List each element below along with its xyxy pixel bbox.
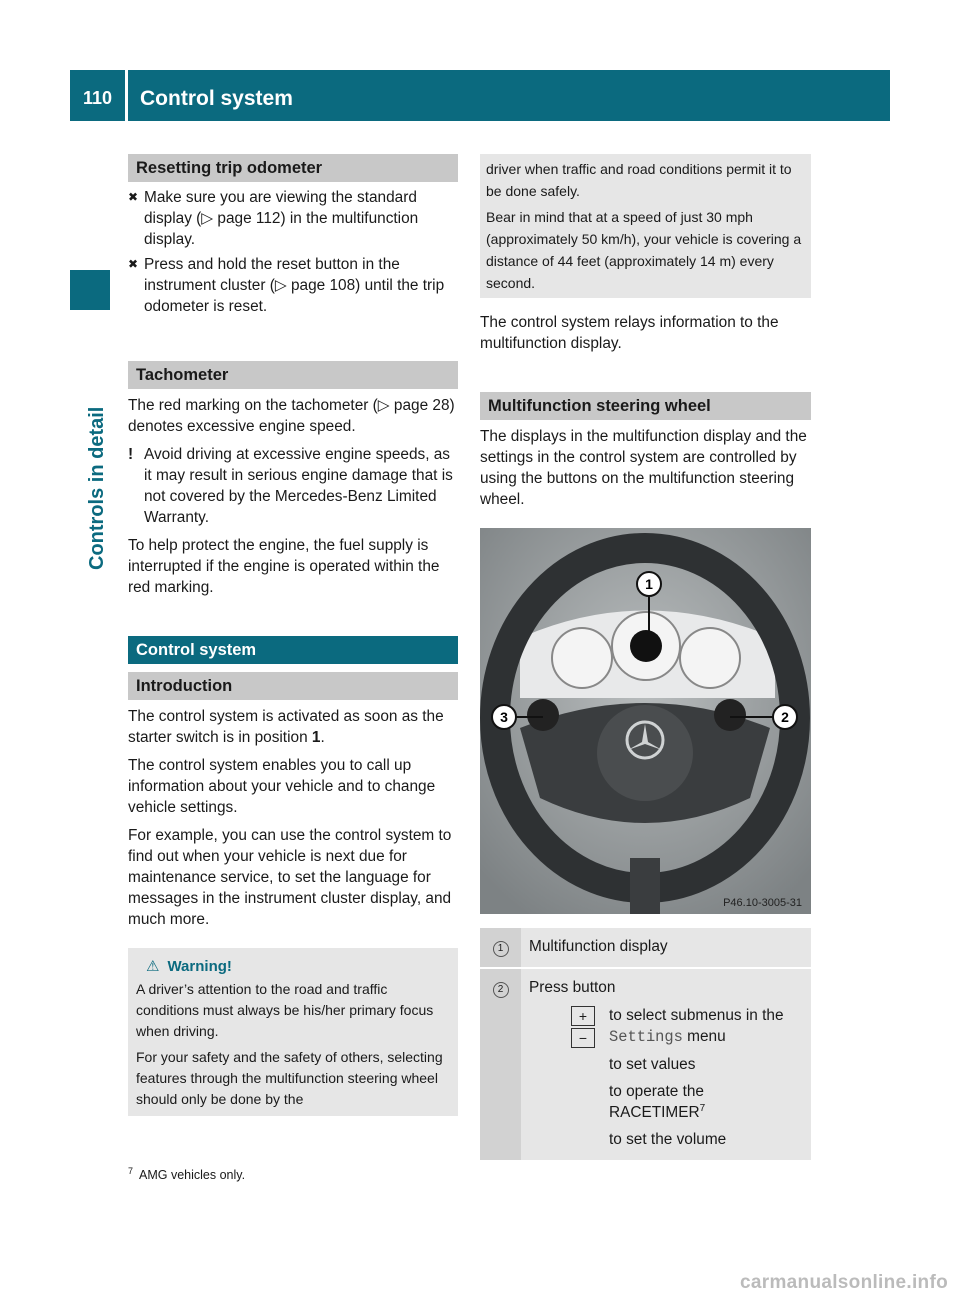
side-tab-label: Controls in detail — [86, 406, 108, 570]
exclamation-icon: ! — [128, 446, 134, 463]
warning-cont-para-2: Bear in mind that at a speed of just 30 mph (approximately 50 km/h), your vehicle is covering a distance of 44 feet (approximately 14 m) every second. — [486, 209, 802, 291]
watermark: carmanualsonline.info — [740, 1272, 948, 1293]
step-arrow-icon: ✖ — [128, 257, 139, 271]
right-button-pad — [714, 699, 746, 731]
gauge-right — [680, 628, 740, 688]
tachometer-note — [128, 444, 458, 528]
footnote: $^7$ AMG vehicles only. — [128, 1166, 246, 1183]
tachometer-para-2: To help protect the engine, the fuel supply is interrupted if the engine is operated within the red marking. — [128, 537, 440, 596]
right-column — [480, 154, 811, 1160]
legend-table — [480, 928, 811, 1160]
intro-para-1: The control system is activated as soon as the starter switch is in position 1. — [128, 708, 444, 746]
steering-wheel-illustration — [480, 528, 811, 914]
mfsw-para: The displays in the multifunction display and the settings in the control system are controlled by using the buttons on the multifunction steering wheel. — [480, 428, 807, 508]
step-text: Make sure you are viewing the standard display (▷ page 112) in the multifunction display. — [144, 189, 419, 248]
note-text: Avoid driving at excessive engine speeds, as it may result in serious engine damage that is not covered by the Mercedes-Benz Limited Warranty. — [144, 446, 453, 526]
multifunction-display-screen — [630, 630, 662, 662]
relay-para: The control system relays information to the multifunction display. — [480, 314, 779, 352]
page-title: Control system — [140, 86, 293, 110]
airbag-cover — [597, 705, 693, 801]
header-divider — [125, 70, 128, 121]
minus-key-icon: − — [571, 1028, 595, 1048]
legend-sub-2: to set values — [609, 1056, 696, 1073]
warning-triangle-icon: ⚠ — [146, 958, 160, 975]
legend-text-1: Multifunction display — [521, 928, 811, 968]
plus-key-icon: + — [571, 1006, 595, 1026]
legend-sub-1: to select submenus in the Settings menu — [609, 1007, 784, 1046]
gauge-left — [552, 628, 612, 688]
left-column — [128, 154, 458, 1116]
heading-control-system: Control system — [128, 636, 458, 664]
warning-box — [128, 948, 458, 1116]
callout-1-label: 1 — [645, 576, 653, 592]
step-view-standard-display — [128, 187, 458, 250]
left-button-pad — [527, 699, 559, 731]
page-number: 110 — [82, 88, 113, 108]
heading-introduction: Introduction — [128, 672, 458, 700]
step-text: Press and hold the reset button in the instrument cluster (▷ page 108) until the trip odometer is reset. — [144, 256, 445, 315]
intro-para-2: The control system enables you to call up information about your vehicle and to change vehicle settings. — [128, 757, 436, 816]
intro-para-3: For example, you can use the control system to find out when your vehicle is next due for maintenance service, to set the language for messages in the instrument cluster display, and much more. — [128, 827, 452, 928]
tachometer-para: The red marking on the tachometer (▷ page 28) denotes excessive engine speed. — [128, 397, 455, 435]
warning-continuation-box — [480, 154, 811, 298]
warning-para-2: For your safety and the safety of others, selecting features through the multifunction steering wheel should only be done by the — [136, 1049, 443, 1107]
step-arrow-icon: ✖ — [128, 190, 139, 204]
callout-3-label: 3 — [500, 709, 508, 725]
warning-cont-para-1: driver when traffic and road conditions permit it to be done safely. — [486, 161, 792, 199]
legend-sub-3: to operate the RACETIMER$^7$ — [609, 1083, 706, 1121]
steering-column — [630, 858, 660, 914]
legend-num-2: 2 — [480, 968, 521, 1160]
legend-row-2 — [480, 968, 811, 1160]
callout-2-label: 2 — [781, 709, 789, 725]
legend-sub-4: to set the volume — [609, 1131, 727, 1148]
side-tab-marker — [70, 270, 110, 310]
step-press-reset — [128, 254, 458, 317]
legend-num-1: 1 — [480, 928, 521, 968]
legend-row-1 — [480, 928, 811, 968]
press-button-label: Press button — [529, 979, 616, 996]
heading-multifunction-steering-wheel: Multifunction steering wheel — [480, 392, 811, 420]
legend-text-2 — [521, 968, 811, 1160]
steering-wheel-figure — [480, 528, 811, 914]
heading-resetting-trip-odometer: Resetting trip odometer — [128, 154, 458, 182]
warning-heading: ⚠ Warning! — [146, 958, 232, 975]
heading-tachometer: Tachometer — [128, 361, 458, 389]
warning-para-1: A driver’s attention to the road and traffic conditions must always be his/her primary focus when driving. — [136, 981, 434, 1039]
figure-code: P46.10-3005-31 — [723, 897, 802, 909]
